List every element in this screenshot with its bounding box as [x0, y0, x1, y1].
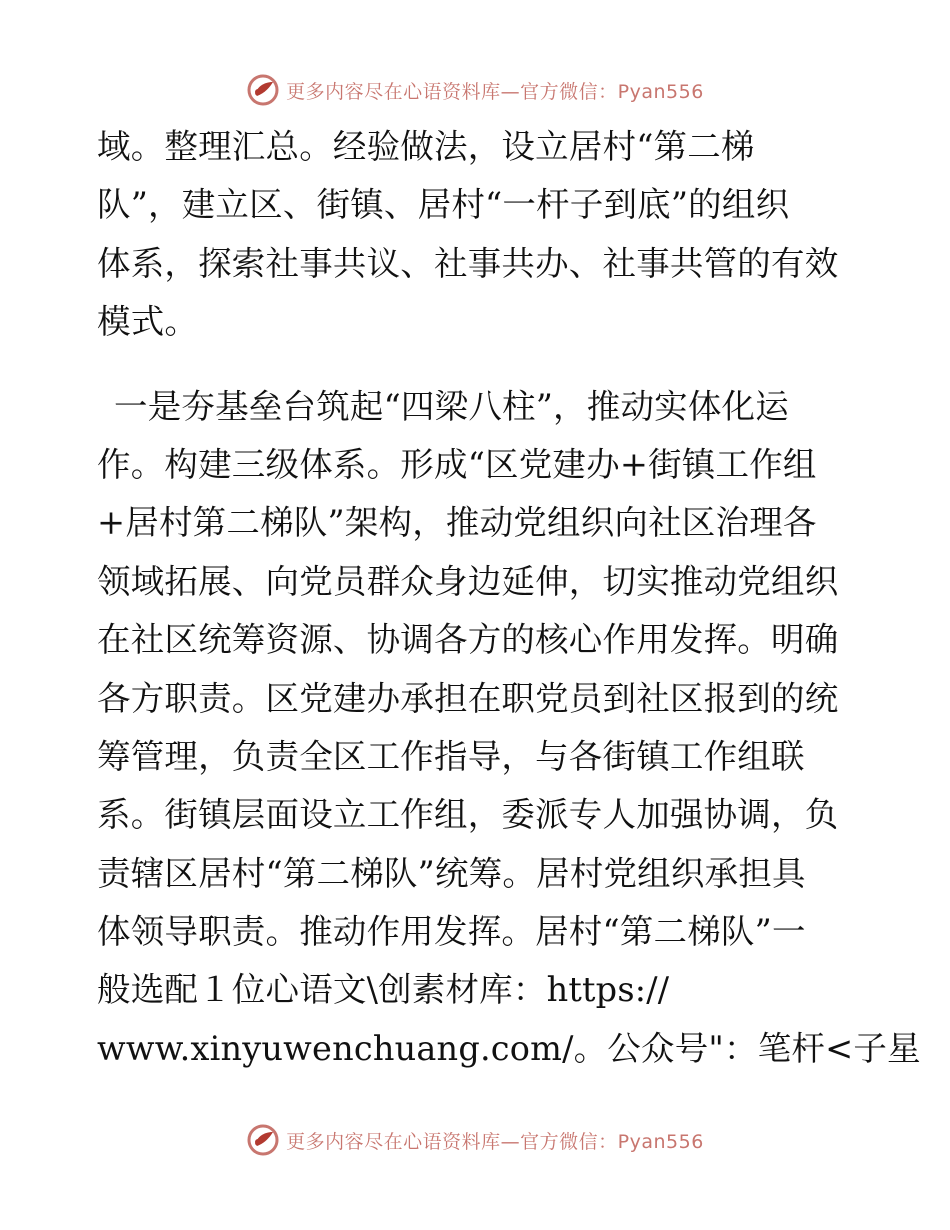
- text-line: 一是夯基垒台筑起“四梁八柱”，推动实体化运: [114, 386, 789, 426]
- brand-logo-icon: [246, 73, 280, 107]
- footer-watermark: [0, 1120, 950, 1160]
- text-line: 体领导职责。推动作用发挥。居村“第二梯队”一: [97, 912, 806, 952]
- text-line: 责辖区居村“第二梯队”统筹。居村党组织承担具: [97, 853, 806, 893]
- watermark-text: 更多内容尽在心语资料库—官方微信：Pyan556: [286, 1130, 704, 1153]
- watermark-text: 更多内容尽在心语资料库—官方微信：Pyan556: [286, 80, 704, 103]
- paragraph-2: [97, 378, 921, 1079]
- text-line: 领域拓展、向党员群众身边延伸，切实推动党组织: [97, 561, 839, 601]
- document-body: [97, 118, 921, 1078]
- text-line: 域。整理汇总。经验做法，设立居村“第二梯: [97, 127, 755, 166]
- text-line: 模式。: [97, 302, 199, 342]
- brand-logo-icon: [246, 1123, 280, 1157]
- text-line: +居村第二梯队”架构，推动党组织向社区治理各: [97, 503, 817, 543]
- header-watermark: [0, 70, 950, 110]
- paragraph-1: [97, 118, 857, 352]
- text-line: 作。构建三级体系。形成“区党建办+街镇工作组: [97, 444, 817, 484]
- text-line: 在社区统筹资源、协调各方的核心作用发挥。明确: [97, 620, 839, 660]
- text-line: 队”，建立区、街镇、居村“一杆子到底”的组织: [97, 185, 790, 225]
- text-line: 系。街镇层面设立工作组，委派专人加强协调，负: [97, 795, 839, 835]
- text-line: 般选配１位心语文\创素材库：https://: [97, 970, 670, 1010]
- text-line: 各方职责。区党建办承担在职党员到社区报到的统: [97, 678, 839, 718]
- text-line: 体系，探索社事共议、社事共办、社事共管的有效: [97, 243, 839, 283]
- text-line: 筹管理，负责全区工作指导，与各街镇工作组联: [97, 736, 805, 776]
- text-line: www.xinyuwenchuang.com/。公众号"：笔杆<子星: [97, 1028, 921, 1068]
